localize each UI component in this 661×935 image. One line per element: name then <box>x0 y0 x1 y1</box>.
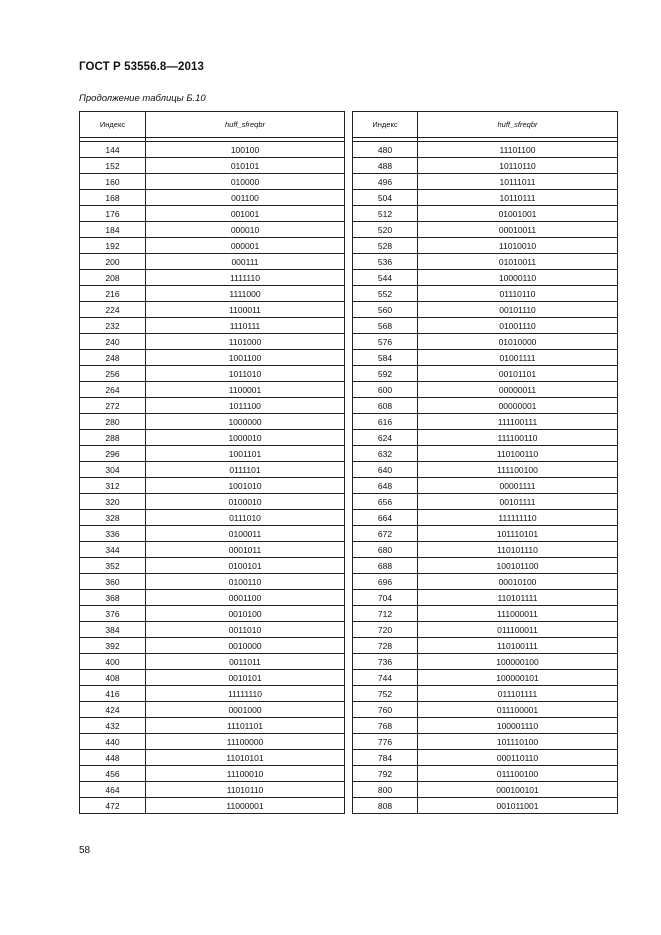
cell-index-right: 704 <box>353 590 418 606</box>
cell-code-left: 0011010 <box>146 622 345 638</box>
cell-code-right: 110101111 <box>418 590 618 606</box>
cell-code-right: 100000100 <box>418 654 618 670</box>
column-gap <box>345 670 353 686</box>
cell-code-right: 111111110 <box>418 510 618 526</box>
cell-code-right: 01001110 <box>418 318 618 334</box>
column-gap <box>345 382 353 398</box>
column-gap <box>345 190 353 206</box>
table-row <box>80 798 618 814</box>
column-gap <box>345 286 353 302</box>
column-gap <box>345 702 353 718</box>
column-gap <box>345 478 353 494</box>
cell-code-left: 000001 <box>146 238 345 254</box>
cell-code-right: 001011001 <box>418 798 618 814</box>
table-row <box>80 494 618 510</box>
cell-index-right: 528 <box>353 238 418 254</box>
cell-index-right: 768 <box>353 718 418 734</box>
column-gap <box>345 414 353 430</box>
cell-code-left: 1110111 <box>146 318 345 334</box>
cell-code-right: 100001110 <box>418 718 618 734</box>
cell-code-left: 001100 <box>146 190 345 206</box>
column-gap <box>345 798 353 814</box>
table-row <box>80 414 618 430</box>
cell-index-left: 344 <box>80 542 146 558</box>
cell-index-left: 224 <box>80 302 146 318</box>
cell-code-right: 011100001 <box>418 702 618 718</box>
cell-code-right: 00010100 <box>418 574 618 590</box>
column-gap <box>345 366 353 382</box>
column-header-index-right: Индекс <box>353 112 418 138</box>
table-row <box>80 654 618 670</box>
column-header-code-right: huff_sfreqbr <box>418 112 618 138</box>
cell-code-right: 111100100 <box>418 462 618 478</box>
table-row <box>80 446 618 462</box>
table-row <box>80 158 618 174</box>
cell-code-left: 000111 <box>146 254 345 270</box>
cell-code-left: 11000001 <box>146 798 345 814</box>
cell-code-right: 011100011 <box>418 622 618 638</box>
cell-index-left: 192 <box>80 238 146 254</box>
column-gap <box>345 270 353 286</box>
cell-index-right: 576 <box>353 334 418 350</box>
cell-index-right: 480 <box>353 142 418 158</box>
column-gap <box>345 542 353 558</box>
cell-index-left: 408 <box>80 670 146 686</box>
cell-code-left: 11100000 <box>146 734 345 750</box>
cell-code-right: 00000001 <box>418 398 618 414</box>
column-gap <box>345 766 353 782</box>
column-gap <box>345 686 353 702</box>
column-gap <box>345 446 353 462</box>
cell-index-left: 240 <box>80 334 146 350</box>
cell-code-right: 110100110 <box>418 446 618 462</box>
column-gap <box>345 350 353 366</box>
column-gap <box>345 112 353 138</box>
cell-code-left: 11010101 <box>146 750 345 766</box>
column-gap <box>345 254 353 270</box>
cell-index-left: 208 <box>80 270 146 286</box>
cell-code-right: 10110110 <box>418 158 618 174</box>
cell-index-right: 568 <box>353 318 418 334</box>
cell-code-right: 111100110 <box>418 430 618 446</box>
cell-index-left: 368 <box>80 590 146 606</box>
cell-code-right: 110100111 <box>418 638 618 654</box>
column-gap <box>345 638 353 654</box>
table-row <box>80 558 618 574</box>
cell-code-left: 000010 <box>146 222 345 238</box>
cell-index-right: 520 <box>353 222 418 238</box>
cell-index-right: 560 <box>353 302 418 318</box>
table-caption: Продолжение таблицы Б.10 <box>79 93 206 104</box>
cell-code-left: 0111101 <box>146 462 345 478</box>
table-row <box>80 302 618 318</box>
table-row <box>80 670 618 686</box>
cell-index-right: 752 <box>353 686 418 702</box>
cell-index-left: 200 <box>80 254 146 270</box>
table-row <box>80 398 618 414</box>
table-row <box>80 734 618 750</box>
table-row <box>80 702 618 718</box>
cell-index-left: 232 <box>80 318 146 334</box>
column-header-index-left: Индекс <box>80 112 146 138</box>
cell-index-right: 624 <box>353 430 418 446</box>
table-row <box>80 590 618 606</box>
cell-index-right: 592 <box>353 366 418 382</box>
table-row <box>80 238 618 254</box>
column-gap <box>345 238 353 254</box>
cell-index-left: 304 <box>80 462 146 478</box>
cell-index-right: 688 <box>353 558 418 574</box>
cell-index-right: 696 <box>353 574 418 590</box>
cell-code-right: 000100101 <box>418 782 618 798</box>
cell-index-right: 488 <box>353 158 418 174</box>
cell-code-left: 0100011 <box>146 526 345 542</box>
cell-code-right: 10000110 <box>418 270 618 286</box>
cell-index-left: 416 <box>80 686 146 702</box>
cell-index-right: 536 <box>353 254 418 270</box>
cell-index-left: 432 <box>80 718 146 734</box>
table-row <box>80 254 618 270</box>
cell-code-right: 01010011 <box>418 254 618 270</box>
cell-code-left: 0010101 <box>146 670 345 686</box>
cell-code-right: 00000011 <box>418 382 618 398</box>
cell-code-left: 1111000 <box>146 286 345 302</box>
table-row <box>80 318 618 334</box>
cell-code-left: 010000 <box>146 174 345 190</box>
column-gap <box>345 494 353 510</box>
cell-index-right: 608 <box>353 398 418 414</box>
cell-code-left: 1011010 <box>146 366 345 382</box>
document-title: ГОСТ Р 53556.8—2013 <box>79 61 204 73</box>
cell-index-right: 584 <box>353 350 418 366</box>
cell-index-right: 616 <box>353 414 418 430</box>
cell-code-left: 0001011 <box>146 542 345 558</box>
cell-code-right: 100000101 <box>418 670 618 686</box>
cell-code-left: 0001000 <box>146 702 345 718</box>
cell-index-left: 216 <box>80 286 146 302</box>
table-row <box>80 766 618 782</box>
cell-index-left: 440 <box>80 734 146 750</box>
cell-code-right: 100101100 <box>418 558 618 574</box>
cell-code-right: 00001111 <box>418 478 618 494</box>
table-row <box>80 174 618 190</box>
column-gap <box>345 398 353 414</box>
cell-code-left: 1100001 <box>146 382 345 398</box>
cell-index-left: 464 <box>80 782 146 798</box>
cell-index-left: 288 <box>80 430 146 446</box>
cell-code-left: 1001100 <box>146 350 345 366</box>
cell-index-left: 264 <box>80 382 146 398</box>
table-row <box>80 606 618 622</box>
cell-code-right: 00101111 <box>418 494 618 510</box>
cell-code-left: 1101000 <box>146 334 345 350</box>
cell-index-left: 328 <box>80 510 146 526</box>
cell-code-left: 0100010 <box>146 494 345 510</box>
table-row <box>80 574 618 590</box>
cell-index-left: 320 <box>80 494 146 510</box>
cell-code-right: 11010010 <box>418 238 618 254</box>
cell-code-left: 11101101 <box>146 718 345 734</box>
cell-index-left: 376 <box>80 606 146 622</box>
column-gap <box>345 526 353 542</box>
cell-index-right: 664 <box>353 510 418 526</box>
table-header-row <box>80 112 618 138</box>
table-row <box>80 622 618 638</box>
column-gap <box>345 158 353 174</box>
cell-code-left: 1000010 <box>146 430 345 446</box>
cell-code-right: 00101110 <box>418 302 618 318</box>
cell-index-right: 552 <box>353 286 418 302</box>
cell-code-right: 011100100 <box>418 766 618 782</box>
cell-code-right: 01001001 <box>418 206 618 222</box>
cell-index-right: 728 <box>353 638 418 654</box>
cell-index-right: 736 <box>353 654 418 670</box>
cell-index-right: 504 <box>353 190 418 206</box>
column-header-code-left: huff_sfreqbr <box>146 112 345 138</box>
table-row <box>80 206 618 222</box>
column-gap <box>345 302 353 318</box>
cell-index-left: 176 <box>80 206 146 222</box>
cell-code-right: 110101110 <box>418 542 618 558</box>
table-row <box>80 510 618 526</box>
cell-index-left: 384 <box>80 622 146 638</box>
table-row <box>80 286 618 302</box>
cell-code-left: 1100011 <box>146 302 345 318</box>
table-row <box>80 462 618 478</box>
column-gap <box>345 622 353 638</box>
cell-index-right: 656 <box>353 494 418 510</box>
cell-index-left: 280 <box>80 414 146 430</box>
table-row <box>80 478 618 494</box>
cell-code-right: 01110110 <box>418 286 618 302</box>
cell-code-left: 0010100 <box>146 606 345 622</box>
cell-index-right: 496 <box>353 174 418 190</box>
cell-code-left: 0100110 <box>146 574 345 590</box>
cell-index-right: 632 <box>353 446 418 462</box>
cell-index-left: 248 <box>80 350 146 366</box>
cell-index-right: 712 <box>353 606 418 622</box>
cell-code-left: 1001101 <box>146 446 345 462</box>
cell-index-left: 160 <box>80 174 146 190</box>
cell-index-right: 776 <box>353 734 418 750</box>
table-row <box>80 382 618 398</box>
cell-code-right: 10111011 <box>418 174 618 190</box>
cell-index-right: 760 <box>353 702 418 718</box>
column-gap <box>345 590 353 606</box>
cell-index-right: 784 <box>353 750 418 766</box>
table-row <box>80 686 618 702</box>
table-row <box>80 270 618 286</box>
column-gap <box>345 654 353 670</box>
cell-index-right: 640 <box>353 462 418 478</box>
table-row <box>80 190 618 206</box>
cell-code-left: 0111010 <box>146 510 345 526</box>
cell-index-left: 296 <box>80 446 146 462</box>
cell-index-right: 648 <box>353 478 418 494</box>
cell-index-left: 336 <box>80 526 146 542</box>
cell-code-right: 11101100 <box>418 142 618 158</box>
column-gap <box>345 606 353 622</box>
cell-code-right: 00010011 <box>418 222 618 238</box>
column-gap <box>345 558 353 574</box>
table-row <box>80 718 618 734</box>
cell-index-left: 360 <box>80 574 146 590</box>
cell-index-left: 168 <box>80 190 146 206</box>
cell-code-left: 0100101 <box>146 558 345 574</box>
table-row <box>80 350 618 366</box>
cell-index-right: 544 <box>353 270 418 286</box>
column-gap <box>345 574 353 590</box>
cell-code-right: 011101111 <box>418 686 618 702</box>
cell-index-left: 472 <box>80 798 146 814</box>
cell-code-left: 11111110 <box>146 686 345 702</box>
cell-code-left: 100100 <box>146 142 345 158</box>
code-table <box>79 111 618 814</box>
column-gap <box>345 510 353 526</box>
cell-code-right: 01010000 <box>418 334 618 350</box>
cell-code-right: 00101101 <box>418 366 618 382</box>
cell-index-left: 456 <box>80 766 146 782</box>
cell-index-left: 144 <box>80 142 146 158</box>
table-row <box>80 750 618 766</box>
cell-code-right: 01001111 <box>418 350 618 366</box>
cell-code-left: 11010110 <box>146 782 345 798</box>
cell-index-left: 152 <box>80 158 146 174</box>
cell-index-right: 792 <box>353 766 418 782</box>
table-row <box>80 638 618 654</box>
cell-index-right: 680 <box>353 542 418 558</box>
column-gap <box>345 750 353 766</box>
table-row <box>80 334 618 350</box>
column-gap <box>345 718 353 734</box>
table-row <box>80 782 618 798</box>
table-row <box>80 222 618 238</box>
column-gap <box>345 174 353 190</box>
cell-index-left: 184 <box>80 222 146 238</box>
table-row <box>80 430 618 446</box>
column-gap <box>345 206 353 222</box>
cell-code-left: 1000000 <box>146 414 345 430</box>
cell-code-right: 10110111 <box>418 190 618 206</box>
cell-index-left: 312 <box>80 478 146 494</box>
cell-code-right: 101110101 <box>418 526 618 542</box>
cell-code-left: 010101 <box>146 158 345 174</box>
cell-code-left: 1011100 <box>146 398 345 414</box>
cell-index-right: 800 <box>353 782 418 798</box>
cell-code-left: 0011011 <box>146 654 345 670</box>
cell-index-right: 720 <box>353 622 418 638</box>
cell-code-right: 000110110 <box>418 750 618 766</box>
cell-code-right: 111100111 <box>418 414 618 430</box>
column-gap <box>345 734 353 750</box>
column-gap <box>345 334 353 350</box>
cell-code-right: 111000011 <box>418 606 618 622</box>
column-gap <box>345 430 353 446</box>
column-gap <box>345 462 353 478</box>
cell-code-left: 1001010 <box>146 478 345 494</box>
table-row <box>80 526 618 542</box>
page-number: 58 <box>79 845 91 856</box>
cell-index-left: 272 <box>80 398 146 414</box>
cell-index-left: 256 <box>80 366 146 382</box>
column-gap <box>345 142 353 158</box>
cell-index-left: 400 <box>80 654 146 670</box>
column-gap <box>345 782 353 798</box>
cell-code-left: 0001100 <box>146 590 345 606</box>
cell-index-left: 392 <box>80 638 146 654</box>
cell-index-right: 808 <box>353 798 418 814</box>
cell-code-left: 001001 <box>146 206 345 222</box>
cell-index-right: 744 <box>353 670 418 686</box>
cell-index-left: 448 <box>80 750 146 766</box>
cell-code-right: 101110100 <box>418 734 618 750</box>
cell-index-left: 352 <box>80 558 146 574</box>
table-row <box>80 366 618 382</box>
table-row <box>80 542 618 558</box>
column-gap <box>345 222 353 238</box>
cell-index-right: 512 <box>353 206 418 222</box>
cell-index-left: 424 <box>80 702 146 718</box>
column-gap <box>345 318 353 334</box>
cell-code-left: 11100010 <box>146 766 345 782</box>
cell-code-left: 0010000 <box>146 638 345 654</box>
cell-index-right: 672 <box>353 526 418 542</box>
cell-code-left: 1111110 <box>146 270 345 286</box>
table-row <box>80 142 618 158</box>
cell-index-right: 600 <box>353 382 418 398</box>
